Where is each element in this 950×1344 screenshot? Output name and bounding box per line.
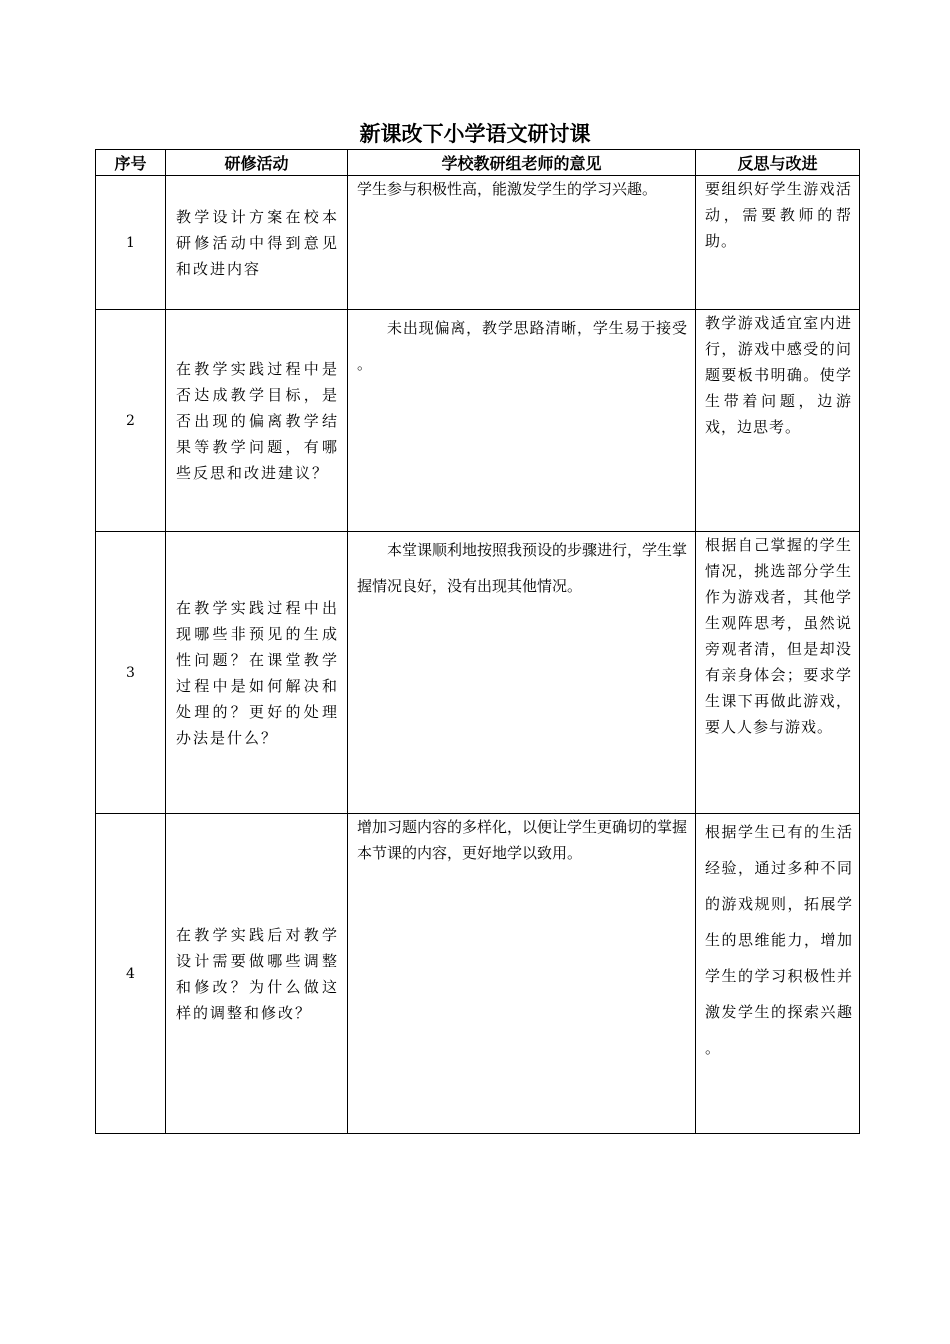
table-row xyxy=(96,176,860,310)
activity-cell: 在教学实践过程中是否达成教学目标，是否出现的偏离教学结果等教学问题，有哪些反思和改进建议？ xyxy=(166,310,348,532)
reflection-cell: 根据自己掌握的学生情况，挑选部分学生作为游戏者，其他学生观阵思考，虽然说旁观者清，但是却没有亲身体会；要求学生课下再做此游戏，要人人参与游戏。 xyxy=(696,532,860,814)
reflection-cell: 要组织好学生游戏活动，需要教师的帮助。 xyxy=(696,176,860,310)
review-table xyxy=(95,149,860,1134)
reflection-cell: 教学游戏适宜室内进行，游戏中感受的问题要板书明确。使学生带着问题，边游戏，边思考。 xyxy=(696,310,860,532)
row-number: 4 xyxy=(96,814,166,1134)
opinion-cell: 学生参与积极性高，能激发学生的学习兴趣。 xyxy=(348,176,696,310)
row-number: 3 xyxy=(96,532,166,814)
activity-cell: 在教学实践过程中出现哪些非预见的生成性问题？在课堂教学过程中是如何解决和处理的？更好的处理办法是什么？ xyxy=(166,532,348,814)
table-row xyxy=(96,814,860,1134)
header-opinion: 学校教研组老师的意见 xyxy=(348,150,696,176)
activity-cell: 在教学实践后对教学设计需要做哪些调整和修改？为什么做这样的调整和修改？ xyxy=(166,814,348,1134)
header-num: 序号 xyxy=(96,150,166,176)
activity-cell: 教学设计方案在校本研修活动中得到意见和改进内容 xyxy=(166,176,348,310)
table-header-row xyxy=(96,150,860,176)
header-reflection: 反思与改进 xyxy=(696,150,860,176)
reflection-cell: 根据学生已有的生活经验，通过多种不同的游戏规则，拓展学生的思维能力，增加学生的学习积极性并激发学生的探索兴趣 。 xyxy=(696,814,860,1134)
table-row xyxy=(96,310,860,532)
row-number: 1 xyxy=(96,176,166,310)
opinion-cell: 本堂课顺利地按照我预设的步骤进行，学生掌握情况良好，没有出现其他情况。 xyxy=(348,532,696,814)
opinion-cell: 未出现偏离，教学思路清晰，学生易于接受 。 xyxy=(348,310,696,532)
row-number: 2 xyxy=(96,310,166,532)
table-row xyxy=(96,532,860,814)
header-activity: 研修活动 xyxy=(166,150,348,176)
page-title: 新课改下小学语文研讨课 xyxy=(359,122,591,146)
opinion-cell: 增加习题内容的多样化，以便让学生更确切的掌握本节课的内容，更好地学以致用。 xyxy=(348,814,696,1134)
